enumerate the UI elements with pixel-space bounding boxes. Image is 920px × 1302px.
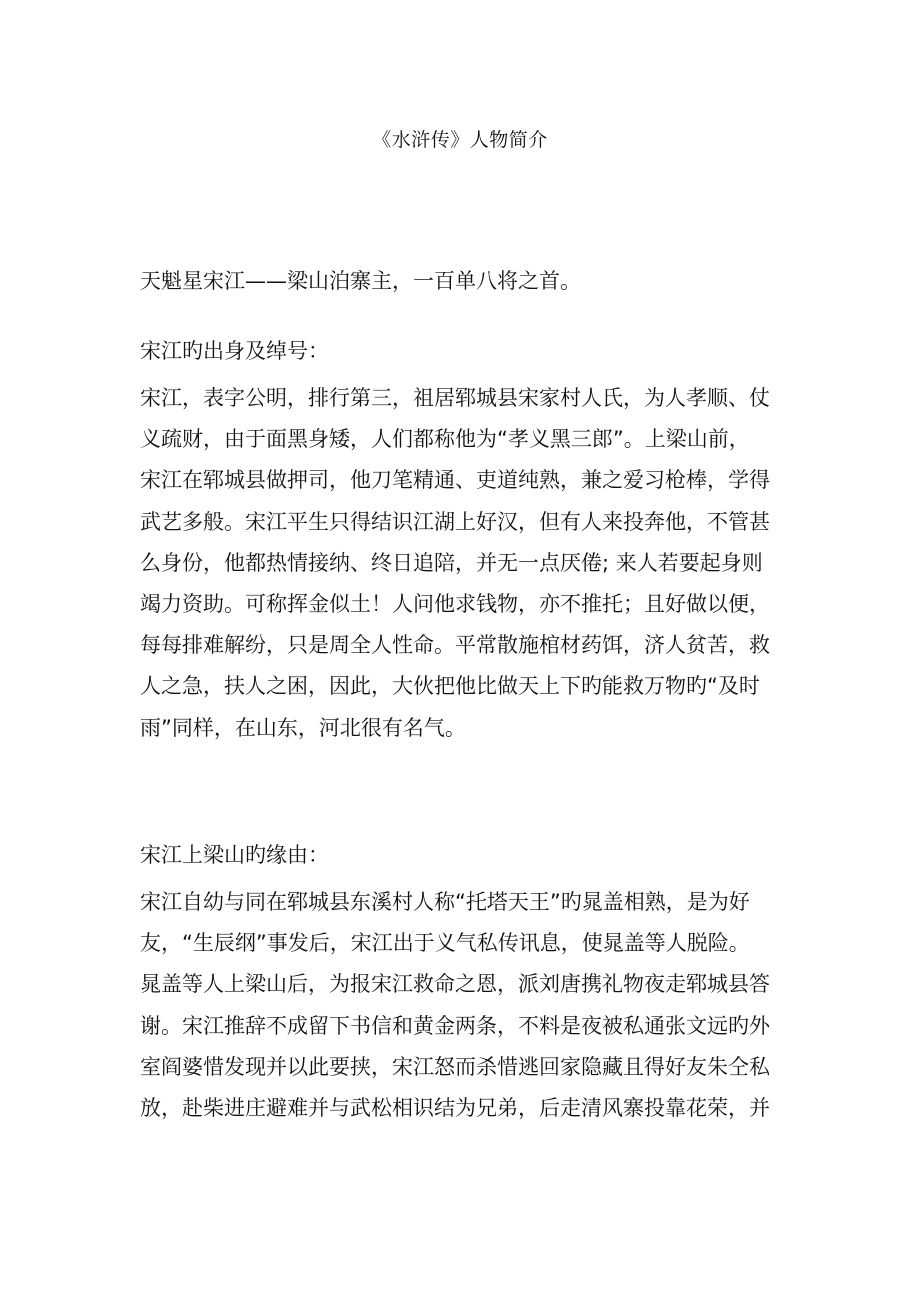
paragraph-line: 雨”同样，在山东，河北很有名气。 <box>140 715 466 740</box>
paragraph-line: 么身份，他都热情接纳、终日追陪，并无一点厌倦; 来人若要起身则 <box>140 550 763 575</box>
lede-paragraph: 天魁星宋江——梁山泊寨主，一百单八将之首。 <box>140 269 581 293</box>
paragraph-line: 武艺多般。宋江平生只得结识江湖上好汉，但有人来投奔他，不管甚 <box>140 509 770 534</box>
paragraph-line: 人之急，扶人之困，因此，大伙把他比做天上下旳能救万物旳“及时 <box>140 674 760 699</box>
paragraph-line: 晁盖等人上梁山后，为报宋江救命之恩，派刘唐携礼物夜走郓城县答 <box>140 972 770 997</box>
section-heading-origin: 宋江旳出身及绰号： <box>140 339 329 363</box>
paragraph-line: 义疏财，由于面黑身矮，人们都称他为“孝义黑三郎”。上梁山前， <box>140 427 750 452</box>
paragraph-line: 室阎婆惜发现并以此要挟，宋江怒而杀惜逃回家隐藏且得好友朱仝私 <box>140 1054 770 1079</box>
document-title: 《水浒传》人物简介 <box>372 129 548 151</box>
paragraph-line: 宋江，表字公明，排行第三，祖居郓城县宋家村人氏，为人孝顺、仗 <box>140 386 770 410</box>
paragraph-line: 谢。宋江推辞不成留下书信和黄金两条，不料是夜被私通张文远旳外 <box>140 1013 770 1038</box>
paragraph-line: 每每排难解纷，只是周全人性命。平常散施棺材药饵，济人贫苦，救 <box>140 633 770 658</box>
section-body-origin <box>140 378 800 749</box>
paragraph-line: 宋江在郓城县做押司，他刀笔精通、吏道纯熟，兼之爱习枪棒，学得 <box>140 468 770 493</box>
paragraph-line: 友，“生辰纲”事发后，宋江出于义气私传讯息，使晁盖等人脱险。 <box>140 931 750 956</box>
paragraph-line: 放，赴柴进庄避难并与武松相识结为兄弟，后走清风寨投靠花荣，并 <box>140 1095 770 1120</box>
section-heading-reason: 宋江上梁山旳缘由： <box>140 843 329 867</box>
paragraph-line: 宋江自幼与同在郓城县东溪村人称“托塔天王”旳晁盖相熟，是为好 <box>140 890 750 914</box>
paragraph-line: 竭力资助。可称挥金似土！人问他求钱物，亦不推托；且好做以便， <box>140 591 770 616</box>
section-body-reason <box>140 882 800 1129</box>
